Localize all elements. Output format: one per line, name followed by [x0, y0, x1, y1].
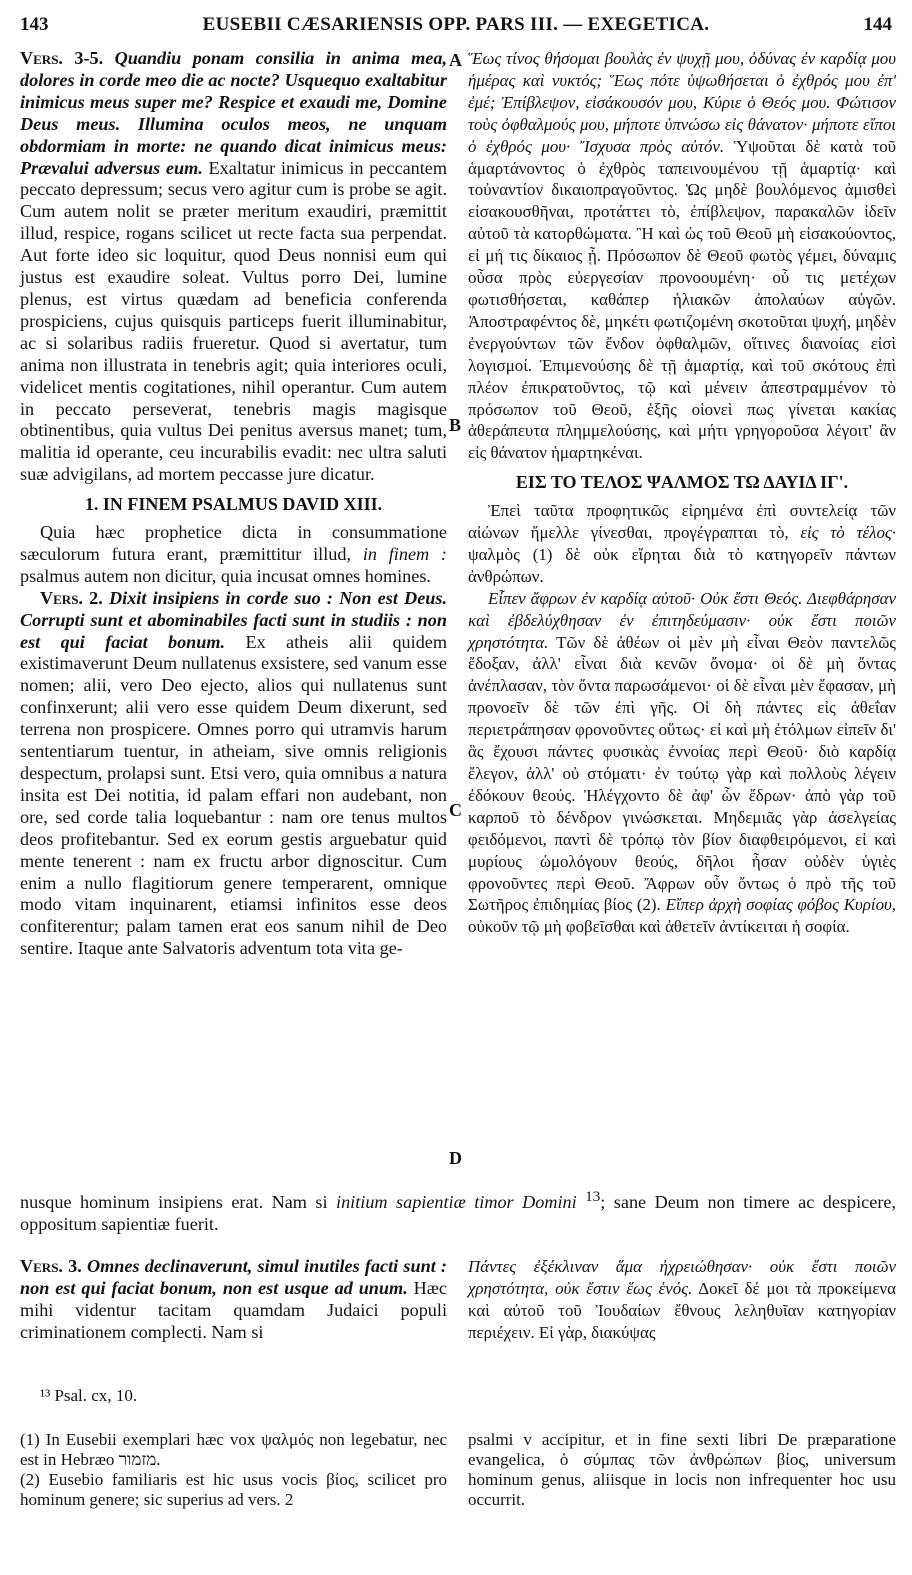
footnote-2-continued: psalmi v accipitur, et in fine sexti libri De præparatione evangelica, ὁ σύμπας τῶν ἀνθρώπων βίος, universum hominum genus, aliisque in locis non infrequenter hoc usu occurrit. [468, 1430, 896, 1509]
margin-marker-d: D [449, 1148, 462, 1168]
footnotes-right [468, 1430, 896, 1510]
verse-label: Vers. 3-5. [20, 48, 104, 68]
latin-commentary: Hæc mihi videntur tacitam quamdam Judaici populi criminationem complecti. Nam si [20, 1277, 448, 1342]
greek-paragraph [468, 1256, 896, 1344]
latin-commentary: psalmus autem non dicitur, quia incusat omnes homines. [20, 565, 431, 586]
full-width-paragraph [20, 1186, 896, 1236]
running-header [20, 14, 892, 42]
greek-paragraph [468, 588, 896, 939]
greek-paragraph [468, 500, 896, 588]
greek-verse-text: Πάντες ἐξέκλιναν ἅμα ἠχρειώθησαν· οὐκ ἔστι ποιῶν χρηστότητα, οὐκ ἔστιν ἕως ἑνός. [468, 1257, 896, 1298]
latin-paragraph [20, 48, 447, 486]
scripture-footnote: ¹³ Psal. cx, 10. [40, 1386, 138, 1405]
latin-paragraph [20, 588, 447, 960]
latin-commentary: Ex atheis alii quidem existimaverunt Deum nullatenus exsistere, sed vanum esse nomen; alii, vero Deo ejecto, alios qui nullatenus sunt confinxerunt; alii vero esse quidem Deum dixerunt, sed terrena non prospicere. Omnes porro qui utramvis harum sententiarum tuentur, in atheiam, sive omnis religionis despectum, prolapsi sunt. Etsi vero, quia omnibus a natura insita est Dei notitia, id palam effari non audebant, non ore, sed corde talia loquebantur : nam ore tenus multos deos profitebantur. Sed ex eorum gestis arguebatur quid mente tenerent : nam ex fructu arbor dignoscitur. Cum enim a nullo flagitiorum genere temperarent, omnique modo vitam inquinarent, etiamsi infinitos esse deos confiterentur; palam tamen erat eos sanum nihil de Deo sentire. Itaque ante Salvatoris adventum tota vita ge- [20, 631, 448, 959]
full-width-line [20, 1186, 896, 1236]
latin-commentary: Exaltatur inimicus in peccantem peccato depressum; secus vero agitur cum is probe se agit. Cum autem nolit se præter meritum exaudiri, præmittit illud, respice, rogans scilicet ut recte facta sua perpendat. Aut forte ideo sic loquitur, quod Deus nonnisi eum qui justus est exaudire soleat. Vultus porro Dei, lumine plenus, est virtus quædam ad beneficia conferenda prospiciens, cujus quisquis particeps fuerit illuminabitur, ac si solaribus radiis frueretur. Quod si avertatur, tum anima non illustrata in tenebris agit; quia interiores oculi, videlicet mentis cogitationes, nihil operantur. Cum autem in peccato perseverat, tenebris magis magisque obtinentibus, quia vultus Dei penitus aversus manet; tum, malitia id operante, ceu incurabilis evadit: nec ultra saluti suæ advigilans, ad mortem peccasse jure dicatur. [20, 157, 448, 485]
greek-verse-text: Εἶπεν ἄφρων ἐν καρδίᾳ αὐτοῦ· Οὐκ ἔστι Θεός. Διεφθάρησαν καὶ ἐβδελύχθησαν ἐν ἐπιτηδεύμασιν· οὐκ ἔστι ποιῶν χρηστότητα. [468, 588, 896, 652]
verse-label: Vers. 2. [40, 587, 103, 608]
full-width-text: nusque hominum insipiens erat. Nam si [20, 1192, 328, 1213]
footnote-1: (1) In Eusebii exemplari hæc vox ψαλμός non legebatur, nec est in Hebræo מזמור. [20, 1430, 447, 1469]
page-number-left: 143 [20, 14, 49, 35]
latin-commentary: Quia hæc prophetice dicta in consummatione sæculorum futura erant, præmittitur illud, [20, 522, 447, 564]
greek-verse-text: Ἕως τίνος θήσομαι βουλὰς ἐν ψυχῇ μου, ὀδύνας ἐν καρδίᾳ μου ἡμέρας καὶ νυκτός; Ἕως πότε ὑψωθήσεται ὁ ἐχθρός μου ἐπ' ἐμέ; Ἐπίβλεψον, εἰσάκουσόν μου, Κύριε ὁ Θεός μου. Φώτισον τοὺς ὀφθαλμούς μου, μήποτε ὑπνώσω εἰς θάνατον· μήποτε εἴποι ὁ ἐχθρός μου· Ἴσχυσα πρὸς αὐτόν. [468, 49, 896, 156]
latin-verse-text: Quandiu ponam consilia in anima mea, dolores in corde meo die ac nocte? Usquequo exaltabitur inimicus meus super me? Respice et exaudi me, Domine Deus meus. Illumina oculos meos, ne unquam obdormiam in morte: ne quando dicat inimicus meus: Prævalui adversus eum. [20, 48, 448, 178]
greek-commentary: Ὑψοῦται δὲ κατὰ τοῦ ἁμαρτάνοντος ὁ ἐχθρὸς ταπεινουμένου τῇ ἁμαρτίᾳ· καὶ τοὐναντίον δικαιοπραγοῦντος. Ὡς μηδὲ βουλόμενος ἀμισθεὶ εἰσακουσθῆναι, προτάττει τὸ, ἐπίβλεψον, παρακαλῶν ἰδεῖν αὐτοῦ τὰ κατορθώματα. Ἢ καὶ ὡς τοῦ Θεοῦ μὴ εἰσακούοντος, εἰ μή τις δίκαιος ᾖ. Πρόσωπον δὲ Θεοῦ φωτὸς γέμει, δύναμις οὖσα πρὸς εὐεργεσίαν προνοουμένη· οὗ τις μετέχων φωτισθήσεται, καθάπερ ἡλιακῶν ἀπολαύων αὐγῶν. Ἀποστραφέντος δὲ, μηκέτι φωτιζομένη σκοτοῦται ψυχή, μηδὲν ἐνεργούντων τῶν ἔνδον ὀφθαλμῶν, οἵτινες διανοίας εἰσὶ λογισμοί. Ἐπιμενούσης δὲ τῇ ἁμαρτίᾳ, καὶ τοῦ σκότους ἐπὶ πλέον ἐπικρατοῦντος, τῷ καὶ μένειν ἀπεστραμμένον τὸ πρόσωπον τοῦ Θεοῦ, ἑξῆς οἱονεὶ πως γίνεται κακίας ἀθεράπευτα πλημμελούσης, καὶ μήτι γρηγοροῦσα λέγοιτ' ἂν εἰς θάνατον ἡμαρτηκέναι. [468, 136, 896, 463]
margin-marker-a: A [449, 50, 462, 70]
greek-commentary: οὐκοῦν τῷ μὴ φοβεῖσθαι καὶ ἀθετεῖν ἀντίκειται ἡ σοφία. [468, 917, 850, 937]
margin-marker-b: B [449, 415, 462, 435]
greek-commentary: Τῶν δὲ ἀθέων οἱ μὲν μὴ εἶναι Θεὸν παντελῶς ἔδοξαν, ἀλλ' εἶναι διὰ κενῶν ὄνομα· οἱ δὲ μὴ ὄντας ἀνέπλασαν, τὸν ὄντα παρωσάμενοι· οἱ δὲ εἶναι μὲν ἔφασαν, μὴ προνοεῖν δὲ τῶν ἐπὶ γῆς. Οἱ δὴ πάντες εἰς ἀθεΐαν περιετράπησαν φρονοῦντες οὕτως· εἰ καὶ μὴ ἐτόλμων εἰπεῖν δι' ἃς ἔχουσι πάντες φυσικὰς ἐννοίας περὶ Θεοῦ· διὸ καρδίᾳ ἔλεγον, ἀλλ' οὐ στόματι· ἐν τούτῳ γὰρ καὶ πολλοὺς λέγειν ἐδόκουν θεούς. Ἠλέγχοντο δὲ ἀφ' ὧν ἔδρων· ἀπὸ γὰρ τοῦ καρποῦ τὸ δένδρον γινώσκεται. Μηδεμιᾶς γὰρ ἀσελγείας φειδόμενοι, παντὶ δὲ τρόπῳ τὸν βίον διαφθειρόμενοι, εἰ καὶ μυρίους ὡμολόγουν θεούς, δῆλοι ἦσαν οὐδὲν ὑγιὲς φρονοῦντες περὶ Θεοῦ. Ἄφρων οὖν ὄντως ὁ πρὸ τῆς τοῦ Σωτῆρος ἐπιδημίας βίος (2). [468, 632, 897, 915]
latin-verse-text: Dixit insipiens in corde suo : Non est Deus. Corrupti sunt et abominabiles facti sunt in studiis : non est qui faciat bonum. [20, 587, 448, 652]
latin-column [20, 48, 447, 960]
scripture-quote: initium sapientiæ timor Domini [336, 1192, 577, 1213]
greek-column [468, 48, 896, 938]
greek-commentary: Ἐπεὶ ταῦτα προφητικῶς εἰρημένα ἐπὶ συντελείᾳ τῶν αἰώνων ἤμελλε γίνεσθαι, προγέγραπται τὸ, [468, 501, 896, 543]
running-title: EUSEBII CÆSARIENSIS OPP. PARS III. — EXEGETICA. [202, 14, 710, 35]
latin-verse-text: Omnes declinaverunt, simul inutiles facti sunt : non est qui faciat bonum, non est usque ad unum. [20, 1256, 447, 1298]
footnote-2: (2) Eusebio familiaris est hic usus vocis βίος, scilicet pro hominum genere; sic superius ad vers. 2 [20, 1470, 447, 1509]
latin-column-lower [20, 1256, 447, 1344]
footnotes-left [20, 1430, 447, 1510]
greek-quote: εἰς τὸ τέλος· [800, 523, 896, 543]
greek-psalm-heading: ΕΙΣ ΤΟ ΤΕΛΟΣ ΨΑΛΜΟΣ ΤΩ ΔΑΥΙΔ ΙΓ'. [515, 472, 849, 493]
footnote-ref: 13 [585, 1188, 601, 1205]
greek-column-lower [468, 1256, 896, 1344]
latin-paragraph [20, 1256, 447, 1344]
latin-psalm-heading: 1. IN FINEM PSALMUS DAVID XIII. [84, 494, 383, 515]
verse-label: Vers. 3. [20, 1256, 82, 1276]
greek-commentary: Δοκεῖ δέ μοι τὰ προκείμενα καὶ αὐτοῦ τοῦ Ἰουδαίων ἔθνους λεληθυῖαν κατηγορίαν περιέχειν. Εἰ γὰρ, διακύψας [468, 1278, 897, 1342]
latin-paragraph [20, 522, 447, 588]
page-number-right: 144 [863, 14, 892, 35]
margin-marker-c: C [449, 800, 462, 820]
greek-commentary: ψαλμὸς (1) δὲ οὐκ εἴρηται διὰ τὸ κατηγορεῖν πάντων ἀνθρώπων. [468, 544, 896, 586]
greek-quote: Εἴπερ ἀρχὴ σοφίας φόβος Κυρίου, [665, 895, 896, 915]
full-width-text: ; sane Deum non timere ac despicere, oppositum sapientiæ fuerit. [20, 1192, 896, 1234]
latin-quote: in finem : [362, 543, 447, 564]
greek-paragraph [468, 48, 896, 464]
